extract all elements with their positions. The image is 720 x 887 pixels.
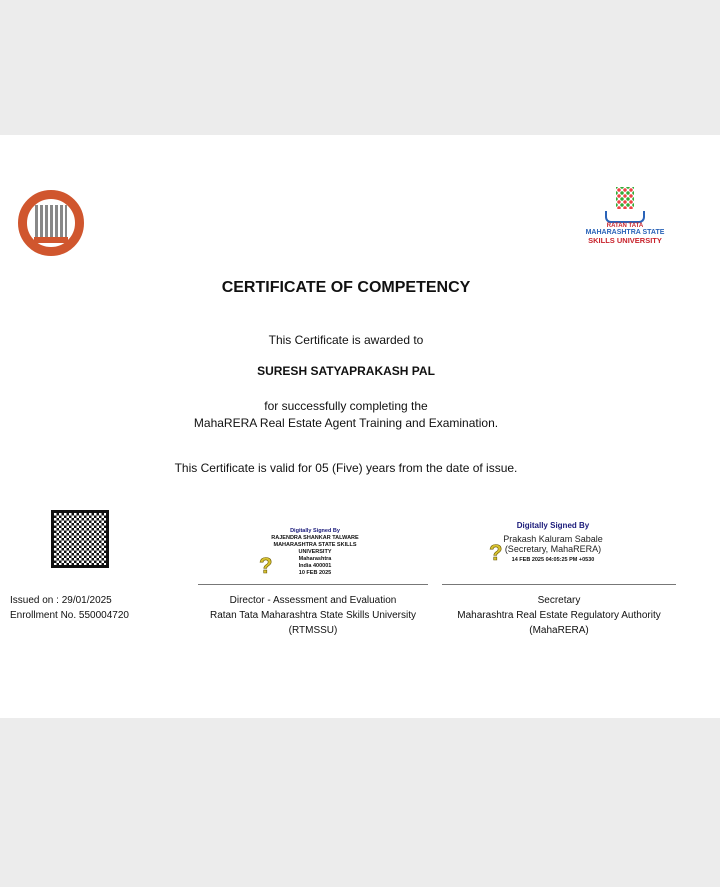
sig2-org: Maharashtra Real Estate Regulatory Authority: [457, 610, 661, 621]
sig2-role: Secretary: [537, 595, 581, 606]
sig2-abbr: (MahaRERA): [529, 625, 589, 636]
qr-code: [51, 510, 109, 568]
sig2-line: Prakash Kaluram Sabale: [503, 534, 603, 544]
sig1-header: Digitally Signed By: [290, 528, 340, 534]
signature-line: [198, 584, 428, 585]
awarded-text: This Certificate is awarded to: [268, 333, 424, 347]
sig1-line: UNIVERSITY: [298, 549, 332, 555]
rtmssu-logo: [580, 187, 670, 245]
sig1-line: RAJENDRA SHANKAR TALWARE: [271, 535, 359, 541]
recipient-name: SURESH SATYAPRAKASH PAL: [257, 364, 435, 378]
sig1-abbr: (RTMSSU): [288, 625, 338, 636]
for-text: for successfully completing the: [264, 399, 428, 413]
program-text: MahaRERA Real Estate Agent Training and Examination.: [193, 416, 499, 430]
logo-text: RATAN TATA: [606, 223, 644, 229]
sig2-line: 14 FEB 2025 04:05:25 PM +0530: [511, 557, 595, 563]
sig1-line: India 400001: [298, 563, 332, 569]
issue-date: Issued on : 29/01/2025: [10, 595, 112, 606]
sig1-line: MAHARASHTRA STATE SKILLS: [273, 542, 357, 548]
signature-unverified-icon: ?: [259, 553, 273, 578]
sig2-header: Digitally Signed By: [516, 521, 590, 530]
certificate-page: [0, 135, 720, 718]
sig1-role: Director - Assessment and Evaluation: [229, 595, 397, 606]
sig1-line: 10 FEB 2025: [298, 570, 332, 576]
sig1-line: Maharashtra: [298, 556, 332, 562]
certificate-title: CERTIFICATE OF COMPETENCY: [221, 279, 471, 296]
maharera-logo: [18, 190, 84, 256]
signature-line: [442, 584, 676, 585]
logo-text: SKILLS UNIVERSITY: [588, 236, 662, 245]
validity-text: This Certificate is valid for 05 (Five) years from the date of issue.: [174, 461, 518, 475]
sig2-line: (Secretary, MahaRERA): [504, 544, 602, 554]
enrollment-number: Enrollment No. 550004720: [10, 610, 129, 621]
sig1-org: Ratan Tata Maharashtra State Skills University: [209, 610, 416, 621]
signature-unverified-icon: ?: [489, 540, 503, 565]
logo-text: MAHARASHTRA STATE: [585, 229, 665, 236]
